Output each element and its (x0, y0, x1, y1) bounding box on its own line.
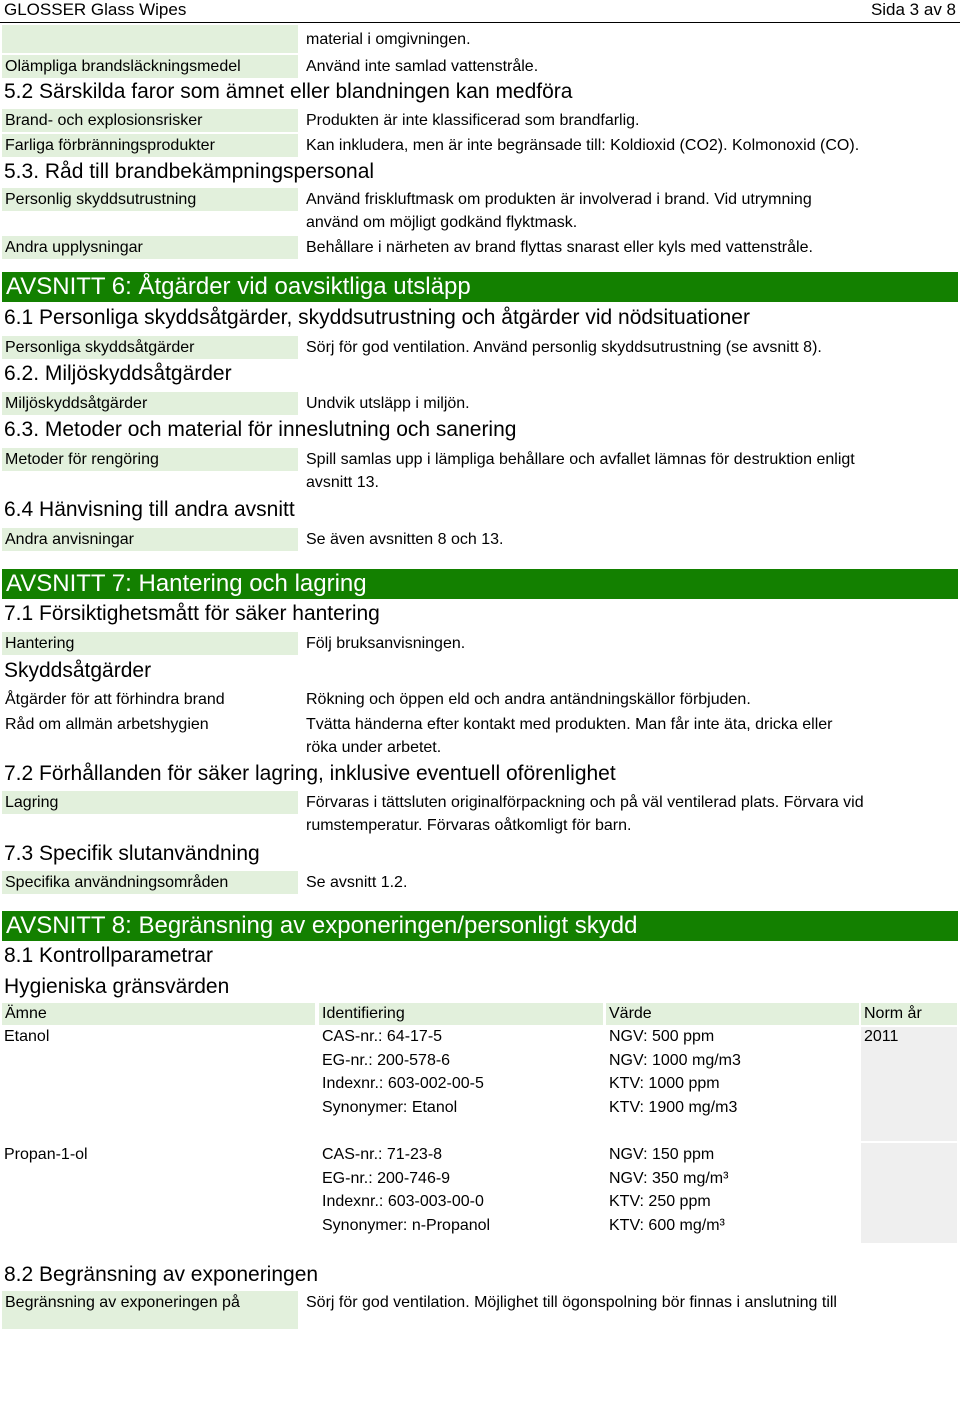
subsection-heading: 7.1 Försiktighetsmått för säker hantering (4, 602, 380, 625)
table-row (0, 1025, 960, 1143)
field-row (0, 630, 960, 657)
field-label: Specifika användningsområden (2, 871, 298, 894)
field-value: Använd inte samlad vattenstråle. (306, 58, 539, 75)
substance-name: Propan-1-ol (4, 1146, 88, 1163)
id-line: Synonymer: n-Propanol (322, 1216, 491, 1234)
col-header-norm-year: Norm år (861, 1003, 957, 1025)
field-label: Andra anvisningar (2, 528, 298, 551)
limit-value: NGV: 350 mg/m³ (609, 1169, 729, 1187)
id-line: Indexnr.: 603-003-00-0 (322, 1193, 484, 1210)
field-row (0, 789, 960, 840)
field-row (0, 686, 960, 711)
subsection-heading: 7.3 Specifik slutanvändning (4, 842, 260, 865)
subsection-heading: 6.2. Miljöskyddsåtgärder (4, 362, 232, 385)
field-label: Åtgärder för att förhindra brand (2, 688, 298, 711)
identification-cell (322, 1143, 490, 1237)
norm-year-cell (864, 1025, 898, 1049)
field-value (306, 186, 960, 234)
subsection-heading: Skyddsåtgärder (4, 659, 152, 682)
field-label: Råd om allmän arbetshygien (2, 713, 298, 736)
field-value (306, 789, 960, 837)
field-row (0, 390, 960, 416)
page-header (0, 0, 960, 23)
value-line: rumstemperatur. Förvaras oåtkomligt för barn. (306, 817, 632, 834)
field-value: Rökning och öppen eld och andra antändningskällor förbjuden. (306, 691, 751, 708)
value-line: avsnitt 13. (306, 474, 379, 491)
limit-value: KTV: 1900 mg/m3 (609, 1098, 738, 1116)
substance-cell (4, 1143, 88, 1167)
subsection-heading: 8.2 Begränsning av exponeringen (4, 1263, 319, 1286)
limits-table-header (0, 1001, 960, 1025)
subsection-heading: 7.2 Förhållanden för säker lagring, inklusive eventuell oförenlighet (4, 762, 616, 785)
value-line: Spill samlas upp i lämpliga behållare och avfallet lämnas för destruktion enligt (306, 451, 855, 468)
limit-value: NGV: 1000 mg/m3 (609, 1051, 741, 1069)
field-label: Brand- och explosionsrisker (2, 109, 298, 132)
field-label: Begränsning av exponeringen på (2, 1291, 298, 1329)
limit-value: NGV: 150 ppm (609, 1146, 715, 1163)
subsection-heading: 5.3. Råd till brandbekämpningspersonal (4, 160, 375, 183)
field-row (0, 107, 960, 132)
field-label: Metoder för rengöring (2, 448, 298, 471)
field-value (306, 446, 960, 494)
field-value (306, 711, 960, 759)
field-row (0, 869, 960, 911)
id-line: EG-nr.: 200-746-9 (322, 1169, 451, 1187)
subsection-heading: Hygieniska gränsvärden (4, 975, 230, 998)
table-row (0, 1143, 960, 1261)
col-header-substance: Ämne (2, 1003, 315, 1025)
value-line: röka under arbetet. (306, 739, 442, 756)
field-value: Produkten är inte klassificerad som brandfarlig. (306, 112, 640, 129)
identification-cell (322, 1025, 484, 1119)
field-row (0, 711, 960, 760)
field-value: Behållare i närheten av brand flyttas snarast eller kyls med vattenstråle. (306, 239, 813, 256)
col-header-value: Värde (606, 1003, 859, 1025)
subsection-heading: 5.2 Särskilda faror som ämnet eller blandningen kan medföra (4, 80, 573, 103)
field-row (0, 234, 960, 269)
field-value: Kan inkludera, men är inte begränsade till: Koldioxid (CO2). Kolmonoxid (CO). (306, 137, 860, 154)
field-row (0, 334, 960, 360)
substance-name: Etanol (4, 1028, 50, 1045)
field-value: Se även avsnitten 8 och 13. (306, 531, 504, 548)
field-label: Olämpliga brandsläckningsmedel (2, 55, 298, 78)
limit-value: KTV: 1000 ppm (609, 1075, 720, 1092)
value-line: använd om möjligt godkänd flyktmask. (306, 214, 578, 231)
limit-value: KTV: 250 ppm (609, 1193, 711, 1210)
section-banner: AVSNITT 8: Begränsning av exponeringen/personligt skydd (2, 911, 958, 941)
col-header-identification: Identifiering (319, 1003, 603, 1025)
value-cell (609, 1143, 728, 1237)
subsection-heading: 6.3. Metoder och material för inneslutning och sanering (4, 418, 517, 441)
field-value: Sörj för god ventilation. Möjlighet till ögonspolning bör finnas i anslutning till (306, 1294, 837, 1311)
value-line: Använd friskluftmask om produkten är involverad i brand. Vid utrymning (306, 191, 812, 208)
limit-value: KTV: 600 mg/m³ (609, 1216, 725, 1234)
id-line: Synonymer: Etanol (322, 1098, 458, 1116)
field-value: material i omgivningen. (306, 31, 471, 48)
field-row (0, 23, 960, 53)
field-row (0, 1289, 960, 1329)
subsection-heading: 6.4 Hänvisning till andra avsnitt (4, 498, 295, 521)
page-number: Sida 3 av 8 (870, 0, 956, 19)
field-label: Personlig skyddsutrustning (2, 188, 298, 211)
value-line: Tvätta händerna efter kontakt med produkten. Man får inte äta, dricka eller (306, 716, 833, 733)
norm-cell-bg (861, 1143, 957, 1243)
field-value: Undvik utsläpp i miljön. (306, 395, 470, 412)
id-line: CAS-nr.: 64-17-5 (322, 1028, 443, 1045)
value-line: Förvaras i tättsluten originalförpackning och på väl ventilerad plats. Förvara vid (306, 794, 864, 811)
section-banner: AVSNITT 6: Åtgärder vid oavsiktliga utsläpp (2, 272, 958, 302)
field-label: Personliga skyddsåtgärder (2, 336, 298, 359)
field-value: Se avsnitt 1.2. (306, 874, 408, 891)
section-banner: AVSNITT 7: Hantering och lagring (2, 569, 958, 599)
field-row (0, 186, 960, 234)
field-label: Miljöskyddsåtgärder (2, 392, 298, 415)
id-line: Indexnr.: 603-002-00-5 (322, 1075, 484, 1092)
field-label-empty (2, 25, 298, 53)
field-row (0, 53, 960, 78)
field-label: Hantering (2, 632, 298, 655)
field-label: Farliga förbränningsprodukter (2, 134, 298, 157)
field-label: Andra upplysningar (2, 236, 298, 259)
subsection-heading: 6.1 Personliga skyddsåtgärder, skyddsutrustning och åtgärder vid nödsituationer (4, 306, 750, 329)
substance-cell (4, 1025, 49, 1049)
document-title: GLOSSER Glass Wipes (4, 0, 187, 19)
field-label: Lagring (2, 791, 298, 814)
id-line: CAS-nr.: 71-23-8 (322, 1146, 443, 1163)
value-cell (609, 1025, 741, 1119)
norm-year: 2011 (864, 1028, 899, 1045)
limit-value: NGV: 500 ppm (609, 1028, 715, 1045)
field-row (0, 446, 960, 496)
field-row (0, 132, 960, 158)
subsection-heading: 8.1 Kontrollparametrar (4, 944, 213, 967)
id-line: EG-nr.: 200-578-6 (322, 1051, 451, 1069)
field-row (0, 526, 960, 566)
field-value: Följ bruksanvisningen. (306, 635, 466, 652)
field-value: Sörj för god ventilation. Använd personlig skyddsutrustning (se avsnitt 8). (306, 339, 822, 356)
